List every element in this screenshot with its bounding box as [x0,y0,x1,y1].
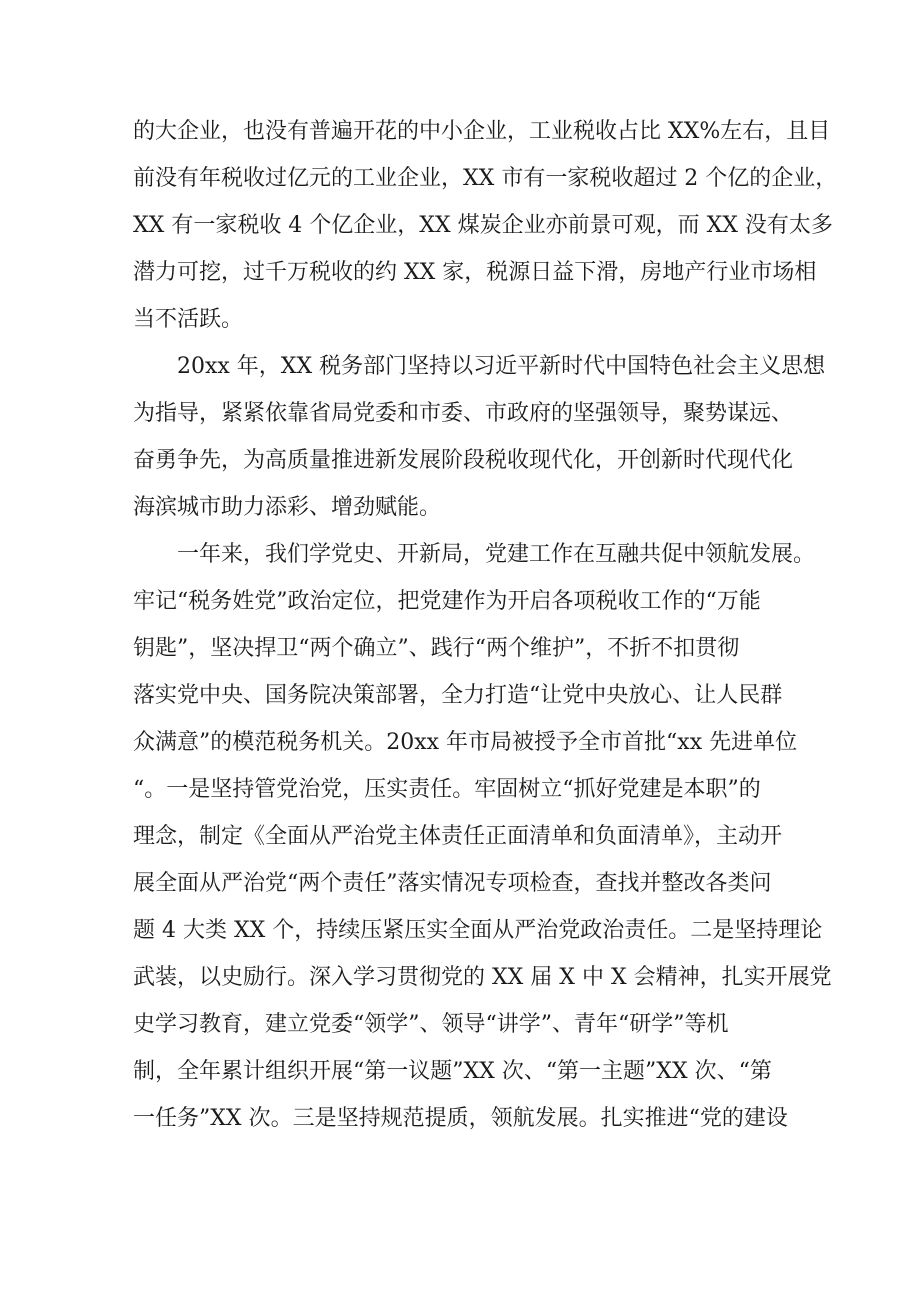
text-line: 的大企业，也没有普遍开花的中小企业，工业税收占比 XX%左右，且目 [133,119,831,144]
text-line: 钥匙”，坚决捍卫“两个确立”、践行“两个维护”，不折不扣贯彻 [133,636,740,661]
text-line: 20xx 年，XX 税务部门坚持以习近平新时代中国特色社会主义思想 [133,354,826,379]
text-line: 一任务”XX 次。三是坚持规范提质，领航发展。扎实推进“党的建设 [133,1106,788,1131]
text-line: 一年来，我们学党史、开新局，党建工作在互融共促中领航发展。 [133,542,816,567]
text-line: 武装，以史励行。深入学习贯彻党的 XX 届 X 中 X 会精神，扎实开展党 [133,965,832,990]
paragraph-3 [133,531,832,1142]
text-line: 奋勇争先，为高质量推进新发展阶段税收现代化，开创新时代现代化 [133,448,794,473]
paragraph-1 [133,108,838,343]
document-body [133,108,838,1142]
text-line: 前没有年税收过亿元的工业企业，XX 市有一家税收超过 2 个亿的企业， [133,166,838,191]
text-line: 海滨城市助力添彩、增劲赋能。 [133,495,442,520]
text-line: 当不活跃。 [133,307,244,332]
text-line: 制，全年累计组织开展“第一议题”XX 次、“第一主题”XX 次、“第 [133,1059,772,1084]
text-line: 落实党中央、国务院决策部署，全力打造“让党中央放心、让人民群 [133,683,783,708]
text-line: 题 4 大类 XX 个，持续压紧压实全面从严治党政治责任。二是坚持理论 [133,918,823,943]
text-line: “。一是坚持管党治党，压实责任。牢固树立“抓好党建是本职”的 [133,777,761,802]
paragraph-2 [133,343,826,531]
text-line: 牢记“税务姓党”政治定位，把党建作为开启各项税收工作的“万能 [133,589,761,614]
text-line: 史学习教育，建立党委“领学”、领导“讲学”、青年“研学”等机 [133,1012,729,1037]
text-line: 众满意”的模范税务机关。20xx 年市局被授予全市首批“xx 先进单位 [133,730,798,755]
text-line: 潜力可挖，过千万税收的约 XX 家，税源日益下滑，房地产行业市场相 [133,260,817,285]
text-line: 理念，制定《全面从严治党主体责任正面清单和负面清单》，主动开 [133,824,783,849]
text-line: XX 有一家税收 4 个亿企业，XX 煤炭企业亦前景可观，而 XX 没有太多 [133,213,833,238]
text-line: 展全面从严治党“两个责任”落实情况专项检查，查找并整改各类问 [133,871,772,896]
text-line: 为指导，紧紧依靠省局党委和市委、市政府的坚强领导，聚势谋远、 [133,401,794,426]
